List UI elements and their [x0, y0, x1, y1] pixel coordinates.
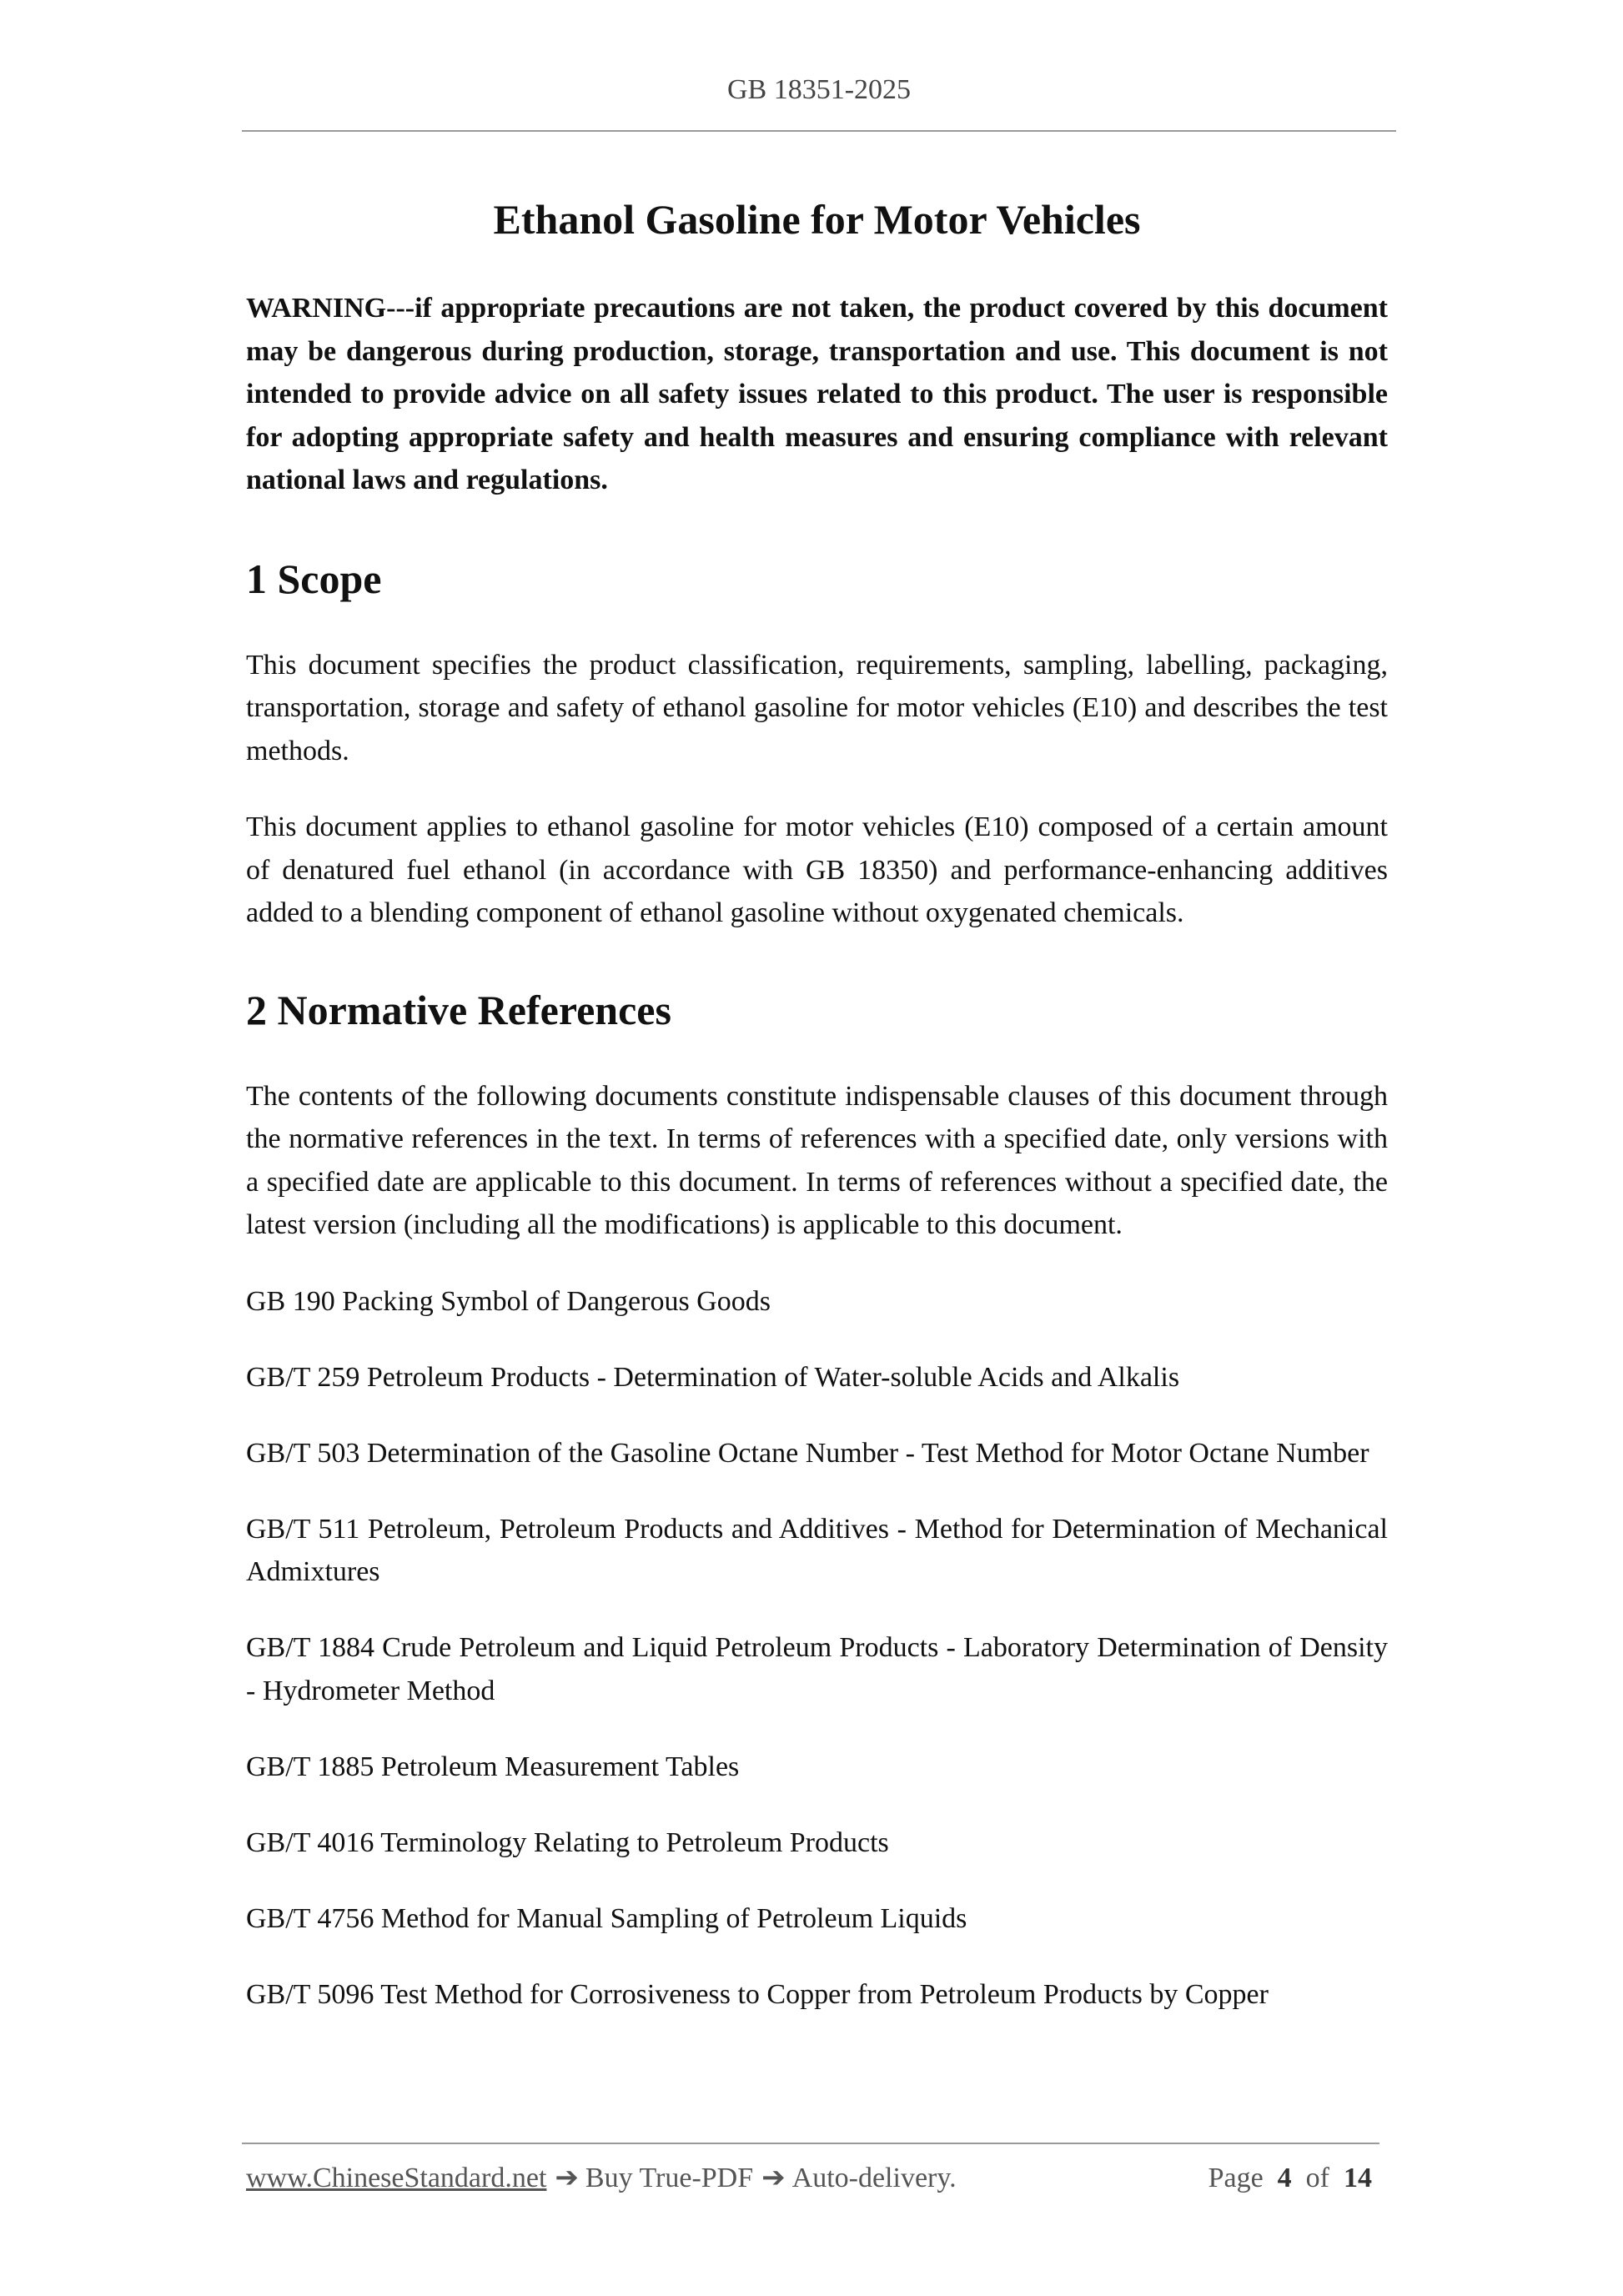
arrow-right-icon: ➔ [761, 2163, 786, 2193]
page-indicator [1208, 2160, 1372, 2197]
footer-divider [242, 2143, 1379, 2144]
total-page-count: 14 [1344, 2163, 1372, 2193]
warning-notice: WARNING---if appropriate precautions are not taken, the product covered by this document may be dangerous during production, storage, transportation and use. This document is not intended to provide advice on all safety issues related to this product. The user is responsible for adopting appropriate safety and health measures and ensuring compliance with relevant national laws and regulations. [246, 293, 1388, 495]
page-of-label: of [1305, 2163, 1329, 2193]
reference-item: GB/T 259 Petroleum Products - Determination of Water-soluble Acids and Alkalis [246, 1361, 1180, 1393]
reference-item: GB 190 Packing Symbol of Dangerous Goods [246, 1285, 771, 1317]
reference-item: GB/T 511 Petroleum, Petroleum Products and Additives - Method for Determination of Mechanical Admixtures [246, 1513, 1388, 1587]
site-link[interactable]: www.ChineseStandard.net [246, 2163, 547, 2193]
auto-delivery-text: Auto-delivery. [791, 2163, 957, 2193]
reference-item: GB/T 4016 Terminology Relating to Petroleum Products [246, 1826, 889, 1858]
reference-item: GB/T 503 Determination of the Gasoline Octane Number - Test Method for Motor Octane Number [246, 1437, 1369, 1469]
reference-item: GB/T 4756 Method for Manual Sampling of Petroleum Liquids [246, 1902, 967, 1934]
arrow-right-icon: ➔ [555, 2163, 579, 2193]
section-heading-scope: 1 Scope [246, 555, 382, 602]
page-content [246, 193, 1388, 2049]
page-label: Page [1208, 2163, 1264, 2193]
header-divider [242, 130, 1396, 132]
document-title: Ethanol Gasoline for Motor Vehicles [493, 196, 1141, 243]
buy-pdf-text: Buy True-PDF [585, 2163, 754, 2193]
current-page-number: 4 [1277, 2163, 1292, 2193]
footer-promo [246, 2160, 957, 2197]
reference-item: GB/T 1885 Petroleum Measurement Tables [246, 1751, 740, 1782]
scope-paragraph: This document applies to ethanol gasoline for motor vehicles (E10) composed of a certain amount of denatured fuel ethanol (in accordance with GB 18350) and performance-enhancing additives added to a blending component of ethanol gasoline without oxygenated chemicals. [246, 811, 1388, 928]
scope-paragraph: This document specifies the product classification, requirements, sampling, labelling, packaging, transportation, storage and safety of ethanol gasoline for motor vehicles (E10) and describes the test methods. [246, 649, 1388, 766]
reference-list [246, 1280, 1388, 2017]
reference-item: GB/T 5096 Test Method for Corrosiveness to Copper from Petroleum Products by Copper [246, 1978, 1269, 2010]
normative-references-intro: The contents of the following documents constitute indispensable clauses of this document through the normative references in the text. In terms of references with a specified date, only versions with a specified date are applicable to this document. In terms of references without a specified date, the latest version (including all the modifications) is applicable to this document. [246, 1080, 1388, 1240]
document-number-header: GB 18351-2025 [726, 74, 912, 105]
section-heading-normative-references: 2 Normative References [246, 986, 671, 1033]
reference-item: GB/T 1884 Crude Petroleum and Liquid Petroleum Products - Laboratory Determination of Density - Hydrometer Method [246, 1632, 1388, 1706]
